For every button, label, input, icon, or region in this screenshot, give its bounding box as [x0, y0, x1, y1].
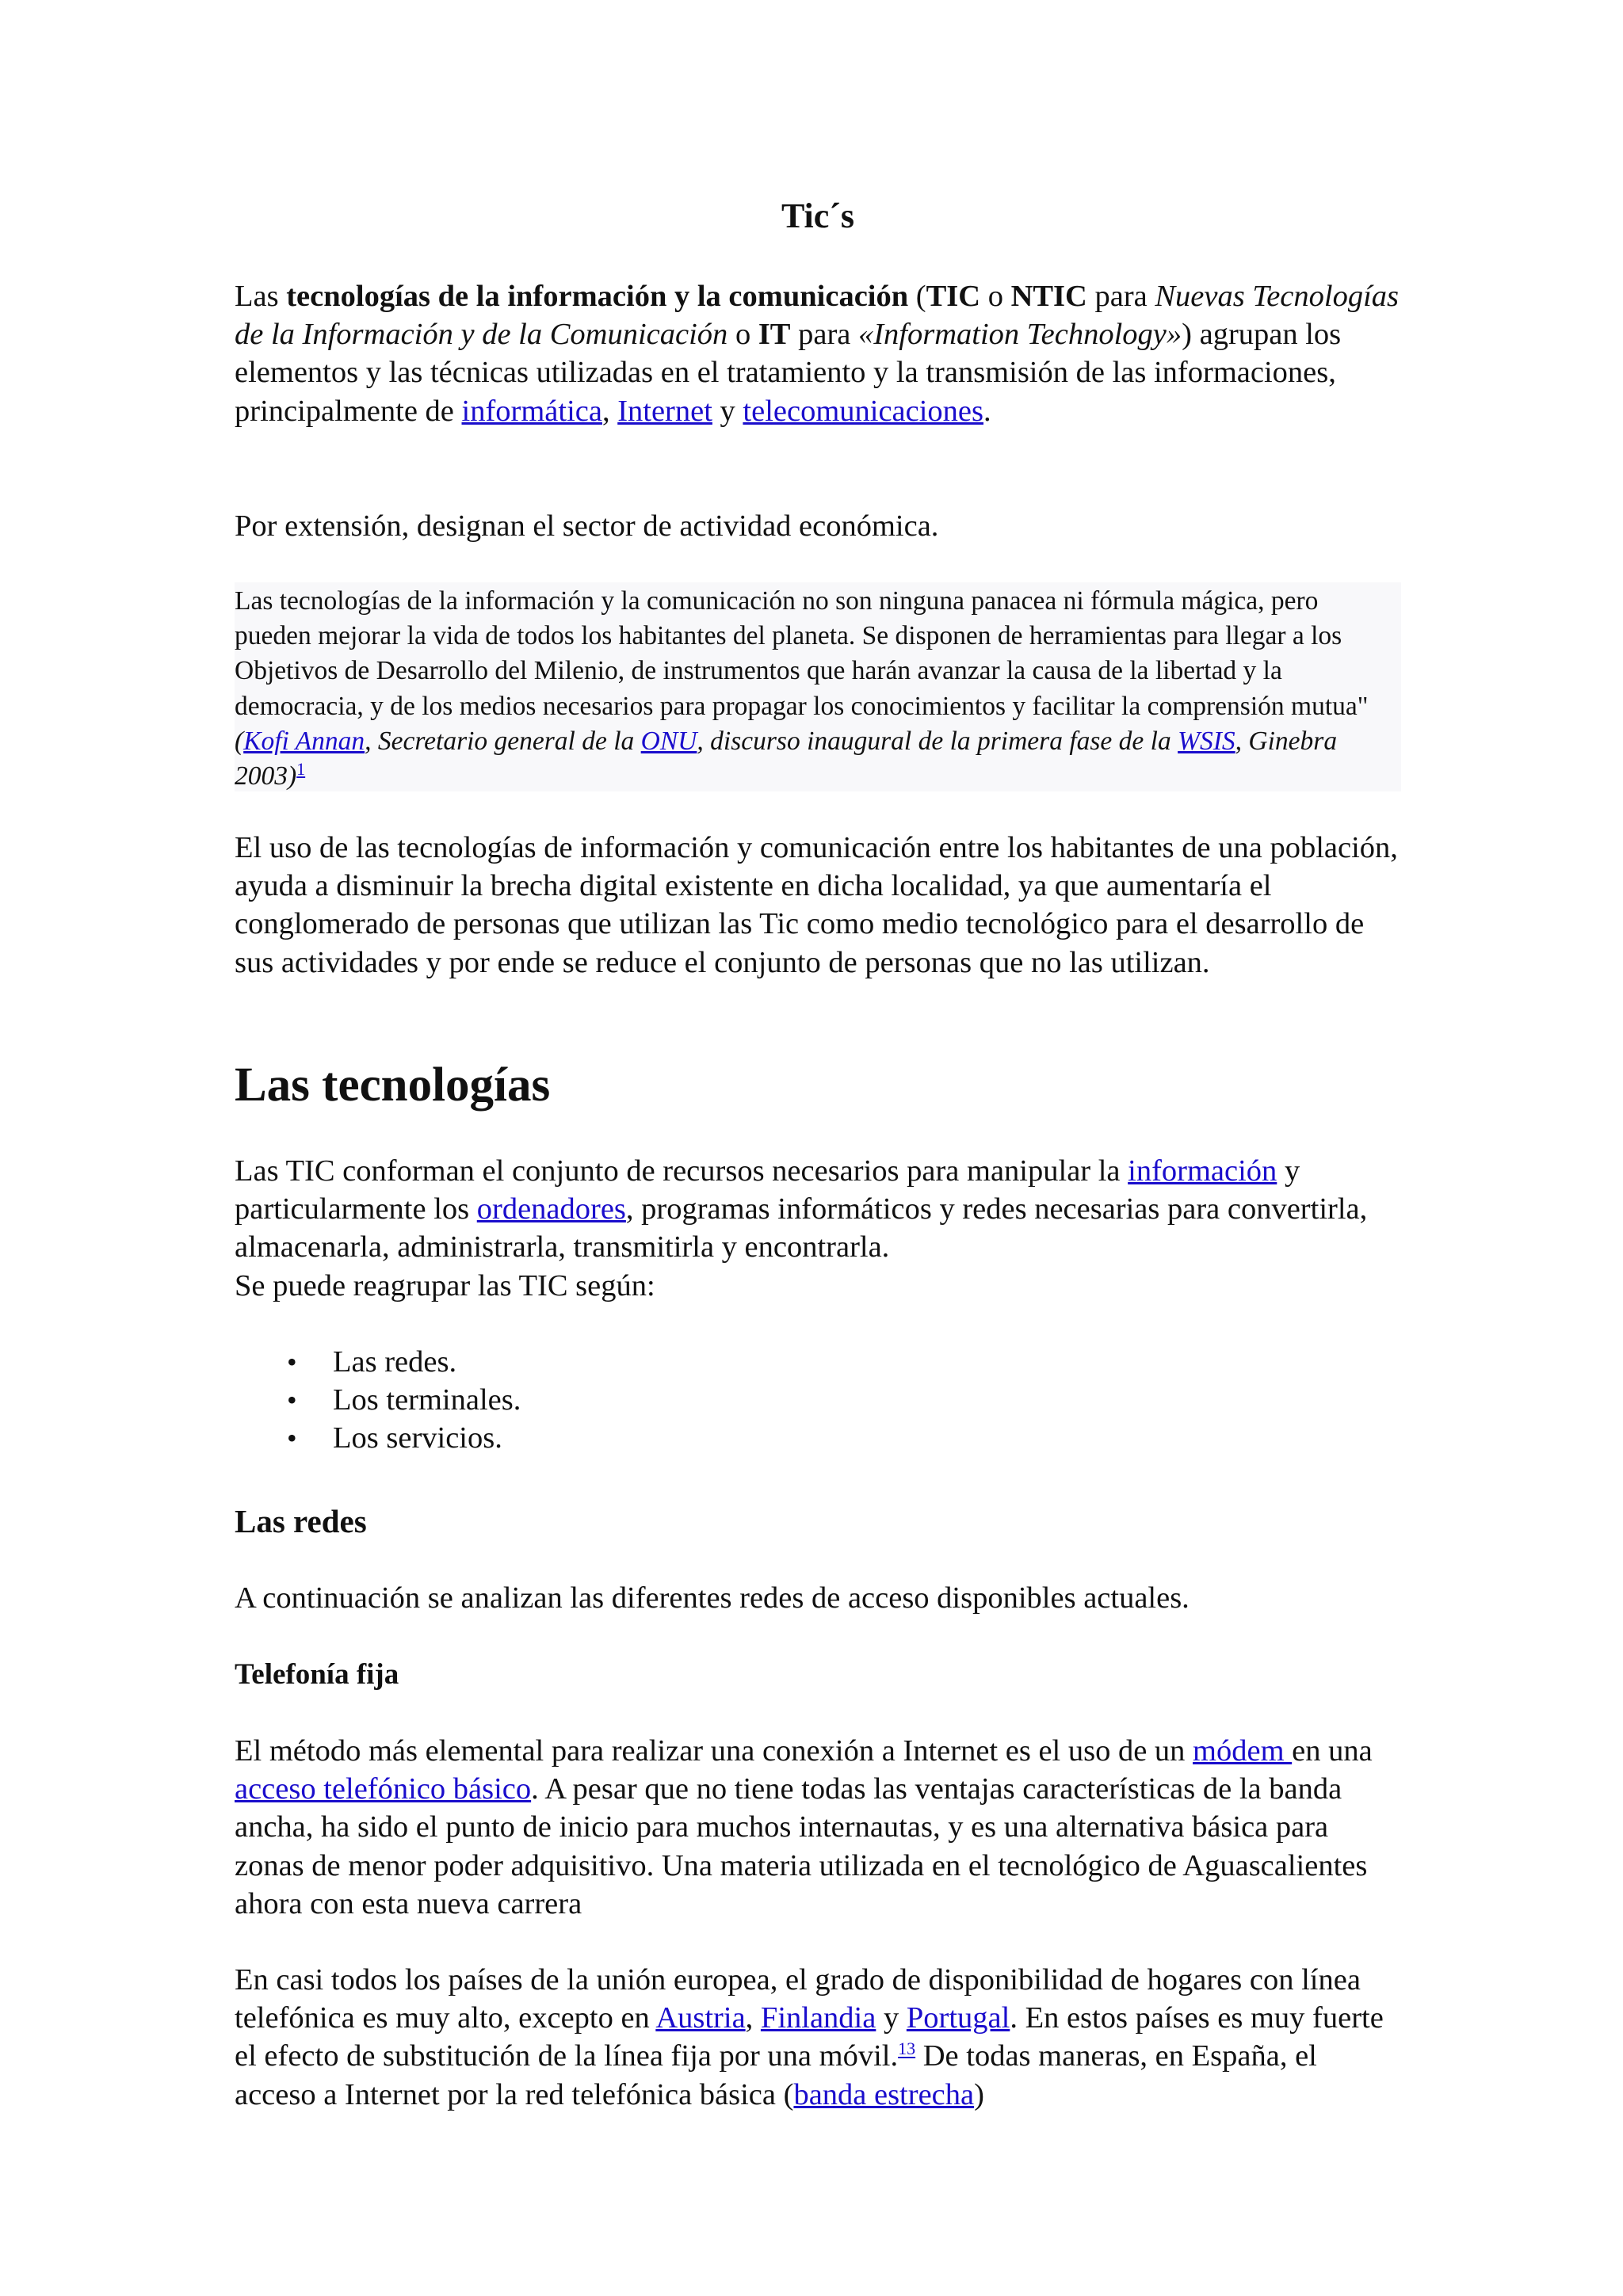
link-acceso-telefonico[interactable]: acceso telefónico básico	[235, 1772, 532, 1806]
link-kofi-annan[interactable]: Kofi Annan	[243, 726, 365, 756]
europa-text: . En estos países es muy fuerte el efecto de substitución de la línea fija por una móvil.	[235, 2001, 1384, 2073]
link-ordenadores[interactable]: ordenadores	[476, 1192, 626, 1226]
tic-bullet-list	[235, 1343, 1401, 1458]
heading-telefonia-wrap	[235, 1656, 1401, 1694]
link-onu[interactable]: ONU	[640, 726, 697, 756]
europa-text: De todas maneras, en España, el acceso a Internet por la red telefónica básica (	[235, 2039, 1317, 2111]
heading-tecnologias: Las tecnologías	[235, 1058, 551, 1112]
telefonia-text: El método más elemental para realizar una conexión a Internet es el uso de un	[235, 1734, 1193, 1768]
footnote-link-13[interactable]: 13	[898, 2039, 916, 2059]
heading-tecnologias-wrap	[235, 1058, 1401, 1113]
tic-text: Las TIC conforman el conjunto de recursos necesarios para manipular la	[235, 1154, 1128, 1188]
quote-attr-text: , Secretario general de la	[365, 726, 641, 756]
link-internet[interactable]: Internet	[617, 394, 712, 428]
document-title: Tic´s	[781, 196, 855, 235]
uso-paragraph	[235, 829, 1401, 982]
list-item: • Los terminales.	[235, 1381, 1401, 1419]
intro-text: para	[790, 318, 858, 352]
intro-bold-tic: TIC	[926, 280, 981, 313]
intro-text: (	[908, 280, 926, 313]
redes-text: A continuación se analizan las diferentes redes de acceso disponibles actuales.	[235, 1581, 1190, 1615]
link-informacion[interactable]: información	[1128, 1154, 1277, 1188]
extension-text: Por extensión, designan el sector de actividad económica.	[235, 509, 939, 543]
intro-text: y	[712, 394, 743, 428]
heading-redes: Las redes	[235, 1503, 367, 1539]
tic-text: Se puede reagrupar las TIC según:	[235, 1268, 655, 1302]
telefonia-paragraph	[235, 1732, 1401, 1923]
heading-telefonia: Telefonía fija	[235, 1658, 399, 1691]
quote-attribution	[235, 727, 1337, 791]
intro-italic-ntic: Nuevas Tecnologías de la Información y de la Comunicación	[235, 280, 1400, 352]
europa-text: )	[974, 2077, 984, 2111]
quote-attr-text: , discurso inaugural de la primera fase de la	[697, 726, 1178, 756]
link-informatica[interactable]: informática	[461, 394, 602, 428]
heading-redes-wrap	[235, 1501, 1401, 1541]
uso-text: El uso de las tecnologías de información y comunicación entre los habitantes de una población, ayuda a disminuir la brecha digital existente en dicha localidad, ya que aumentaría el conglomerado de personas que utilizan las Tic como medio tecnológico para el desarrollo de sus actividades y por ende se reduce el conjunto de personas que no las utilizan.	[235, 831, 1398, 979]
tic-text: , programas informáticos y redes necesarias para convertirla, almacenarla, administrarla, transmitirla y encontrarla.	[235, 1192, 1368, 1264]
quote-text: Las tecnologías de la información y la comunicación no son ninguna panacea ni fórmula mágica, pero pueden mejorar la vida de todos los habitantes del planeta. Se disponen de herramientas para llegar a los Objetivos de Desarrollo del Milenio, de instrumentos que harán avanzar la causa de la libertad y la democracia, y de los medios necesarios para propagar los conocimientos y facilitar la comprensión mutua"	[235, 586, 1369, 721]
footnote-link-1[interactable]: 1	[296, 758, 306, 779]
list-item: • Los servicios.	[235, 1419, 1401, 1457]
quote-block	[235, 582, 1401, 791]
intro-paragraph	[235, 277, 1401, 430]
europa-paragraph	[235, 1961, 1401, 2114]
list-item: • Las redes.	[235, 1343, 1401, 1381]
intro-text: o	[980, 280, 1011, 313]
extension-paragraph	[235, 507, 1401, 545]
link-portugal[interactable]: Portugal	[906, 2001, 1010, 2035]
telefonia-text: en una	[1292, 1734, 1373, 1768]
intro-bold-it: IT	[758, 318, 791, 352]
intro-text: .	[983, 394, 991, 428]
intro-italic-it: «Information Technology»	[857, 318, 1182, 352]
tic-text: y particularmente los	[235, 1154, 1300, 1226]
intro-text: ) agrupan los elementos y las técnicas utilizadas en el tratamiento y la transmisión de las informaciones, principalmente de	[235, 318, 1342, 428]
link-banda-estrecha[interactable]: banda estrecha	[793, 2077, 975, 2111]
telefonia-text: . A pesar que no tiene todas las ventajas características de la banda ancha, ha sido el punto de inicio para muchos internautas, y es una alternativa básica para zonas de menor poder adquisitivo. Una materia utilizada en el tecnológico de Aguascalientes ahora con esta nueva carrera	[235, 1772, 1368, 1920]
intro-text: Las	[235, 280, 287, 313]
europa-text: En casi todos los países de la unión europea, el grado de disponibilidad de hogares con línea telefónica es muy alto, excepto en	[235, 1963, 1361, 2035]
link-telecomunicaciones[interactable]: telecomunicaciones	[743, 394, 984, 428]
intro-text: ,	[601, 394, 618, 428]
intro-bold-term: tecnologías de la información y la comunicación	[286, 280, 909, 313]
link-modem[interactable]: módem	[1193, 1734, 1293, 1768]
quote-attr-text: (	[235, 726, 244, 756]
redes-paragraph	[235, 1579, 1401, 1617]
tic-paragraph	[235, 1152, 1401, 1305]
intro-text: para	[1086, 280, 1155, 313]
link-finlandia[interactable]: Finlandia	[760, 2001, 876, 2035]
quote-attr-text: , Ginebra 2003)	[235, 726, 1338, 791]
intro-bold-ntic: NTIC	[1010, 280, 1087, 313]
europa-text: y	[876, 2001, 907, 2035]
europa-text: ,	[745, 2001, 761, 2035]
link-austria[interactable]: Austria	[655, 2001, 746, 2035]
intro-text: o	[727, 318, 758, 352]
link-wsis[interactable]: WSIS	[1178, 726, 1235, 756]
